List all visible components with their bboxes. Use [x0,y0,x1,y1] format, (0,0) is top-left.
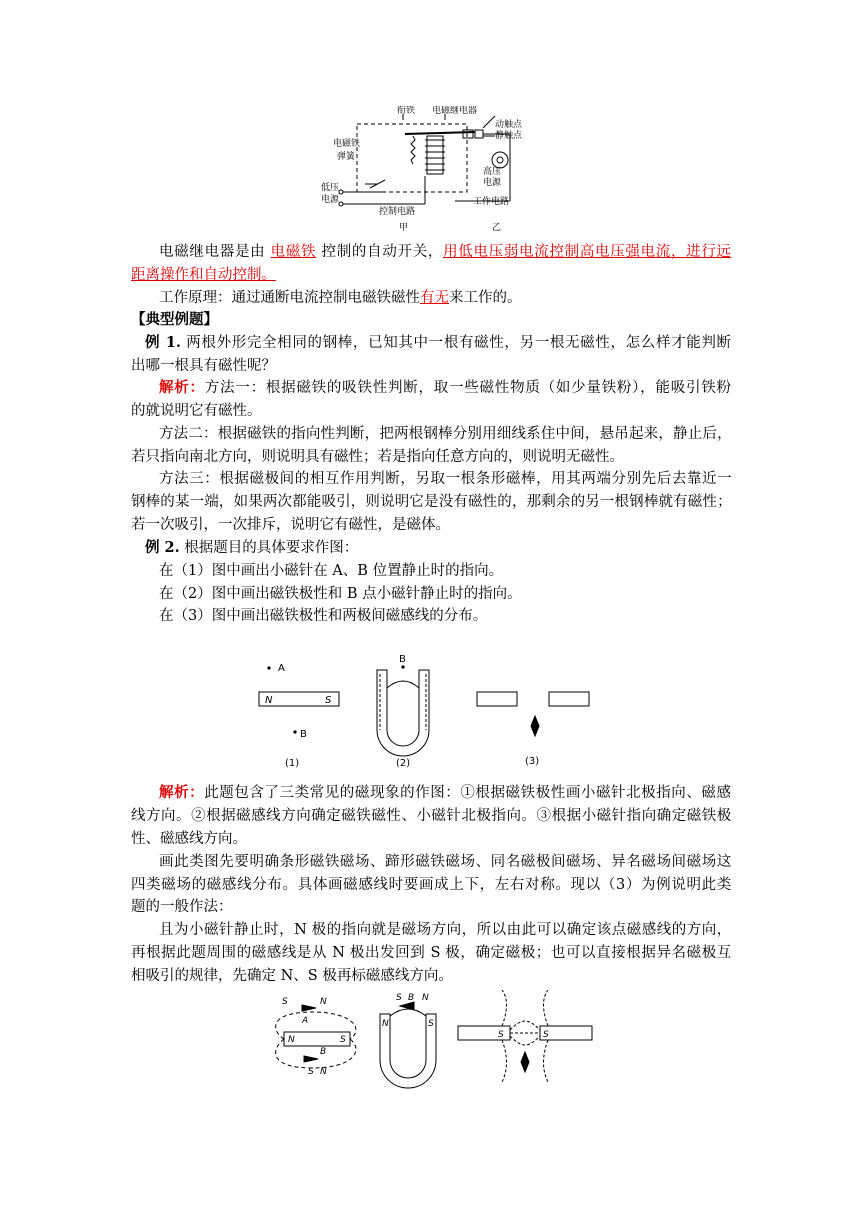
bar-magnet-right [549,692,589,706]
ex1-method-3-end: 若一次吸引，一次排斥，说明它有磁性，是磁体。 [131,517,450,533]
label-static-contact: 静触点 [495,131,523,141]
pole-n: N [265,695,273,706]
label-jia: 甲 [399,223,409,233]
ex2-analysis-1c: 性、磁感线方向。 [131,831,247,847]
ans-s-horseshoe: S [428,1019,434,1029]
ex1-question: 两根外形完全相同的钢棒，已知其中一根有磁性，另一根无磁性，怎么样才能判断 [186,335,732,351]
pole-s: S [325,695,332,706]
label-yi: 乙 [492,223,502,233]
caption-3: (3) [525,756,540,767]
analysis-label: 解析： [159,379,205,396]
ex2-analysis-1 [159,782,731,804]
label-working-circuit: 工作电路 [473,197,510,207]
label-electromagnet: 电磁铁 [333,139,361,149]
spring-coil [411,136,415,164]
problem-diagram [255,650,595,772]
ex2-req-3: 在（3）图中画出磁铁极性和两极间磁感线的分布。 [159,608,488,624]
armature-bar [405,132,475,134]
ans-a: A [302,1016,309,1026]
ex2-analysis-3: 且为小磁针静止时，N 极的指向就是磁场方向，所以由此可以确定该点磁感线的方向， [159,922,731,938]
label-point-b: B [300,729,307,740]
label-high-voltage-2: 电源 [483,178,502,188]
label-point-a: A [278,663,285,674]
ex1-question-line-2: 出哪一根具有磁性呢？ [131,358,276,374]
ex1-method-3-cont: 钢棒的某一端，如果两次都能吸引，则说明它是没有磁性的，那剩余的另一根钢棒就有磁性； [131,494,731,510]
compass-needle [531,716,539,736]
answer-electromagnet: 电磁铁 [270,244,317,260]
ans-s-2: S [308,1067,314,1077]
ex2-analysis-1b: 线方向。②根据磁感线方向确定磁铁磁性、小磁针北极指向。③根据小磁针指向确定磁铁极 [131,808,731,824]
ex1-method-3: 方法三：根据磁极间的相互作用判断，另取一根条形磁棒，用其两端分别先后去靠近一 [159,471,731,487]
ex2-question [145,537,745,559]
point-b-dot [293,730,296,733]
relay-diagram [315,106,550,234]
ex2-req-2: 在（2）图中画出磁铁极性和 B 点小磁针静止时的指向。 [159,586,522,602]
ans-n-3: N [422,993,429,1003]
bar-magnet-left [477,692,517,706]
horseshoe-magnet [377,670,429,756]
ans-s-1: S [282,997,288,1007]
answer-figures [272,990,597,1090]
ans-n-bar: N [288,1035,295,1045]
answer-on-off: 有无 [420,290,449,306]
ex2-analysis-2c: 题的一般作法： [131,899,233,915]
answer-diagram [272,990,597,1090]
point-a-dot [267,666,270,669]
ans-s-bar: S [340,1035,346,1045]
label-relay: 电磁继电器 [432,106,478,116]
caption-1: (1) [285,758,300,769]
caption-2: (2) [396,758,411,769]
relay-figure [315,106,550,234]
problem-figures [255,650,595,772]
section-title: 【典型例题】 [131,311,218,328]
label-high-voltage-1: 高压 [483,167,502,177]
ex1-label: 例 1. [145,334,181,351]
ex2-req-1: 在（1）图中画出小磁针在 A、B 位置静止时的指向。 [159,563,504,579]
ex1-method-1 [159,377,731,399]
answer-function: 用低电压弱电流控制高电压强电流，进行远 [443,244,732,260]
intro-line-1 [159,241,731,263]
electromagnet-core [427,136,443,174]
intro-line-2 [131,264,731,286]
needle-a [302,1005,316,1011]
ans-s-left: S [498,1030,504,1040]
static-contact-block [475,130,483,138]
ex2-label: 例 2. [145,539,180,556]
ex1-method-2: 方法二：根据磁铁的指向性判断，把两根钢棒分别用细线系住中间，悬吊起来，静止后， [159,426,731,442]
label-moving-contact: 动触点 [495,120,523,130]
label-low-voltage-1: 低压 [321,183,340,193]
intro-text: 电磁继电器是由 [159,244,266,260]
ans-b: B [320,1047,327,1057]
principle-text: 工作原理：通过通断电流控制电磁铁磁性 [159,290,420,306]
answer-function-cont: 距离操作和自动控制。 [131,267,276,283]
ex1-method-2-cont: 若只指向南北方向，则说明具有磁性；若是指向任意方向的，则说明无磁性。 [131,449,624,465]
ans-s-3: S [396,993,402,1003]
principle-text: 来工作的。 [449,290,522,306]
label-armature: 衔铁 [397,106,416,116]
answer-compass-needle [521,1052,529,1072]
analysis-text: 此题包含了三类常见的磁现象的作图：①根据磁铁极性画小磁针北极指向、磁感 [204,785,731,801]
ex1-method-1-cont: 的就说明它有磁性。 [131,403,262,419]
needle-b [304,1056,318,1062]
ans-n-2: N [320,1067,327,1077]
ex2-analysis-2b: 四类磁场的磁感线分布。具体画磁感线时要画成上下，左右对称。现以（3）为例说明此类 [131,877,731,893]
label-spring: 弹簧 [337,152,356,162]
analysis-label: 解析： [159,784,205,801]
ex2-question-text: 根据题目的具体要求作图： [184,540,359,556]
ex2-analysis-2: 画此类图先要明确条形磁铁磁场、蹄形磁铁磁场、同名磁极间磁场、异名磁场间磁场这 [159,854,731,870]
label-point-b2: B [399,654,406,665]
label-low-voltage-2: 电源 [321,195,340,205]
ans-b-2: B [408,993,415,1003]
ex2-analysis-3c: 相吸引的规律，先确定 N、S 极再标磁感线方向。 [131,968,453,984]
intro-line-3 [159,287,731,309]
ex1-question-line-1 [145,332,731,354]
ex2-analysis-3b: 再根据此题周围的磁感线是从 N 极出发回到 S 极，确定磁极；也可以直接根据异名磁极互 [131,945,731,961]
ans-n-horseshoe: N [382,1019,389,1029]
method-text: 方法一：根据磁铁的吸铁性判断，取一些磁性物质（如少量铁粉），能吸引铁粉 [204,380,732,396]
ans-s-right: S [543,1030,549,1040]
ans-n-1: N [320,997,327,1007]
intro-text: 控制的自动开关， [321,244,444,260]
motor-symbol [492,152,508,168]
label-control-circuit: 控制电路 [379,207,416,217]
point-b2-dot [401,665,404,668]
